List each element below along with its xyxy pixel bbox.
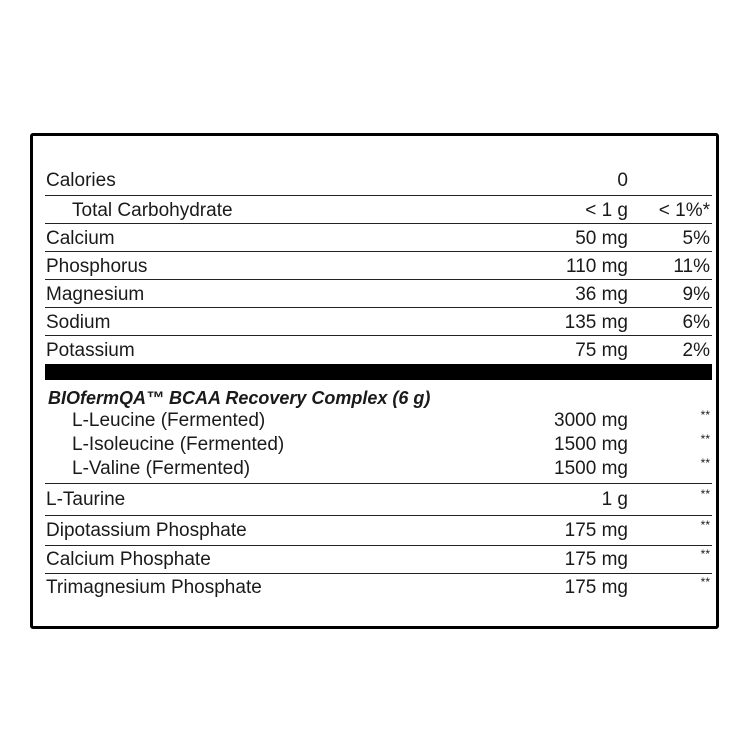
- complex-title: BIOfermQA™ BCAA Recovery Complex (6 g): [48, 388, 431, 408]
- ingredient-daily-value: **: [700, 575, 710, 589]
- ingredient-amount: 1500 mg: [554, 458, 628, 479]
- complex-item-row: [46, 454, 712, 482]
- nutrient-label: Phosphorus: [46, 256, 148, 277]
- ingredient-amount: 175 mg: [564, 520, 628, 541]
- ingredient-daily-value: **: [700, 487, 710, 501]
- nutrient-label: Total Carbohydrate: [72, 200, 233, 221]
- nutrient-daily-value: 11%: [673, 256, 710, 277]
- ingredient-row-trimagnesium-phosphate: [46, 573, 712, 601]
- ingredient-label: L-Isoleucine (Fermented): [72, 434, 285, 455]
- ingredient-label: L-Leucine (Fermented): [72, 410, 266, 431]
- nutrient-daily-value: 2%: [682, 340, 710, 361]
- ingredient-label: L-Taurine: [46, 489, 126, 510]
- nutrient-amount: 36 mg: [575, 284, 628, 305]
- ingredient-label: Dipotassium Phosphate: [46, 520, 247, 541]
- nutrient-amount: < 1 g: [585, 200, 628, 221]
- ingredient-amount: 1 g: [601, 489, 628, 510]
- ingredient-row-l-taurine: [46, 485, 712, 513]
- ingredient-amount: 175 mg: [564, 577, 628, 598]
- ingredient-daily-value: **: [700, 456, 710, 470]
- ingredient-row-calcium-phosphate: [46, 545, 712, 573]
- ingredient-label: Calcium Phosphate: [46, 549, 211, 570]
- nutrient-amount: 75 mg: [575, 340, 628, 361]
- nutrient-row-magnesium: [46, 280, 712, 308]
- ingredient-daily-value: **: [700, 408, 710, 422]
- ingredient-daily-value: **: [700, 518, 710, 532]
- nutrient-label: Magnesium: [46, 284, 145, 305]
- nutrient-row-sodium: [46, 308, 712, 336]
- row-divider: [45, 483, 712, 484]
- ingredient-amount: 175 mg: [564, 549, 628, 570]
- nutrient-row-total-carbohydrate: [46, 196, 712, 224]
- nutrient-label: Calories: [46, 170, 116, 191]
- nutrient-amount: 50 mg: [575, 228, 628, 249]
- nutrient-daily-value: 9%: [682, 284, 710, 305]
- nutrient-daily-value: 5%: [682, 228, 710, 249]
- nutrient-row-calories: [46, 166, 712, 194]
- nutrient-amount: 110 mg: [566, 256, 628, 277]
- nutrient-amount: 135 mg: [564, 312, 628, 333]
- nutrient-label: Sodium: [46, 312, 111, 333]
- nutrient-daily-value: < 1%*: [658, 200, 710, 221]
- nutrient-row-phosphorus: [46, 252, 712, 280]
- nutrient-row-potassium: [46, 336, 712, 364]
- ingredient-label: L-Valine (Fermented): [72, 458, 251, 479]
- ingredient-row-dipotassium-phosphate: [46, 516, 712, 544]
- nutrient-row-calcium: [46, 224, 712, 252]
- nutrient-daily-value: 6%: [682, 312, 710, 333]
- nutrient-amount: 0: [617, 170, 628, 191]
- thick-divider: [45, 364, 712, 380]
- ingredient-daily-value: **: [700, 547, 710, 561]
- ingredient-label: Trimagnesium Phosphate: [46, 577, 262, 598]
- ingredient-amount: 3000 mg: [554, 410, 628, 431]
- nutrient-label: Potassium: [46, 340, 135, 361]
- ingredient-amount: 1500 mg: [554, 434, 628, 455]
- ingredient-daily-value: **: [700, 432, 710, 446]
- supplement-facts-panel: [30, 133, 719, 629]
- nutrient-label: Calcium: [46, 228, 115, 249]
